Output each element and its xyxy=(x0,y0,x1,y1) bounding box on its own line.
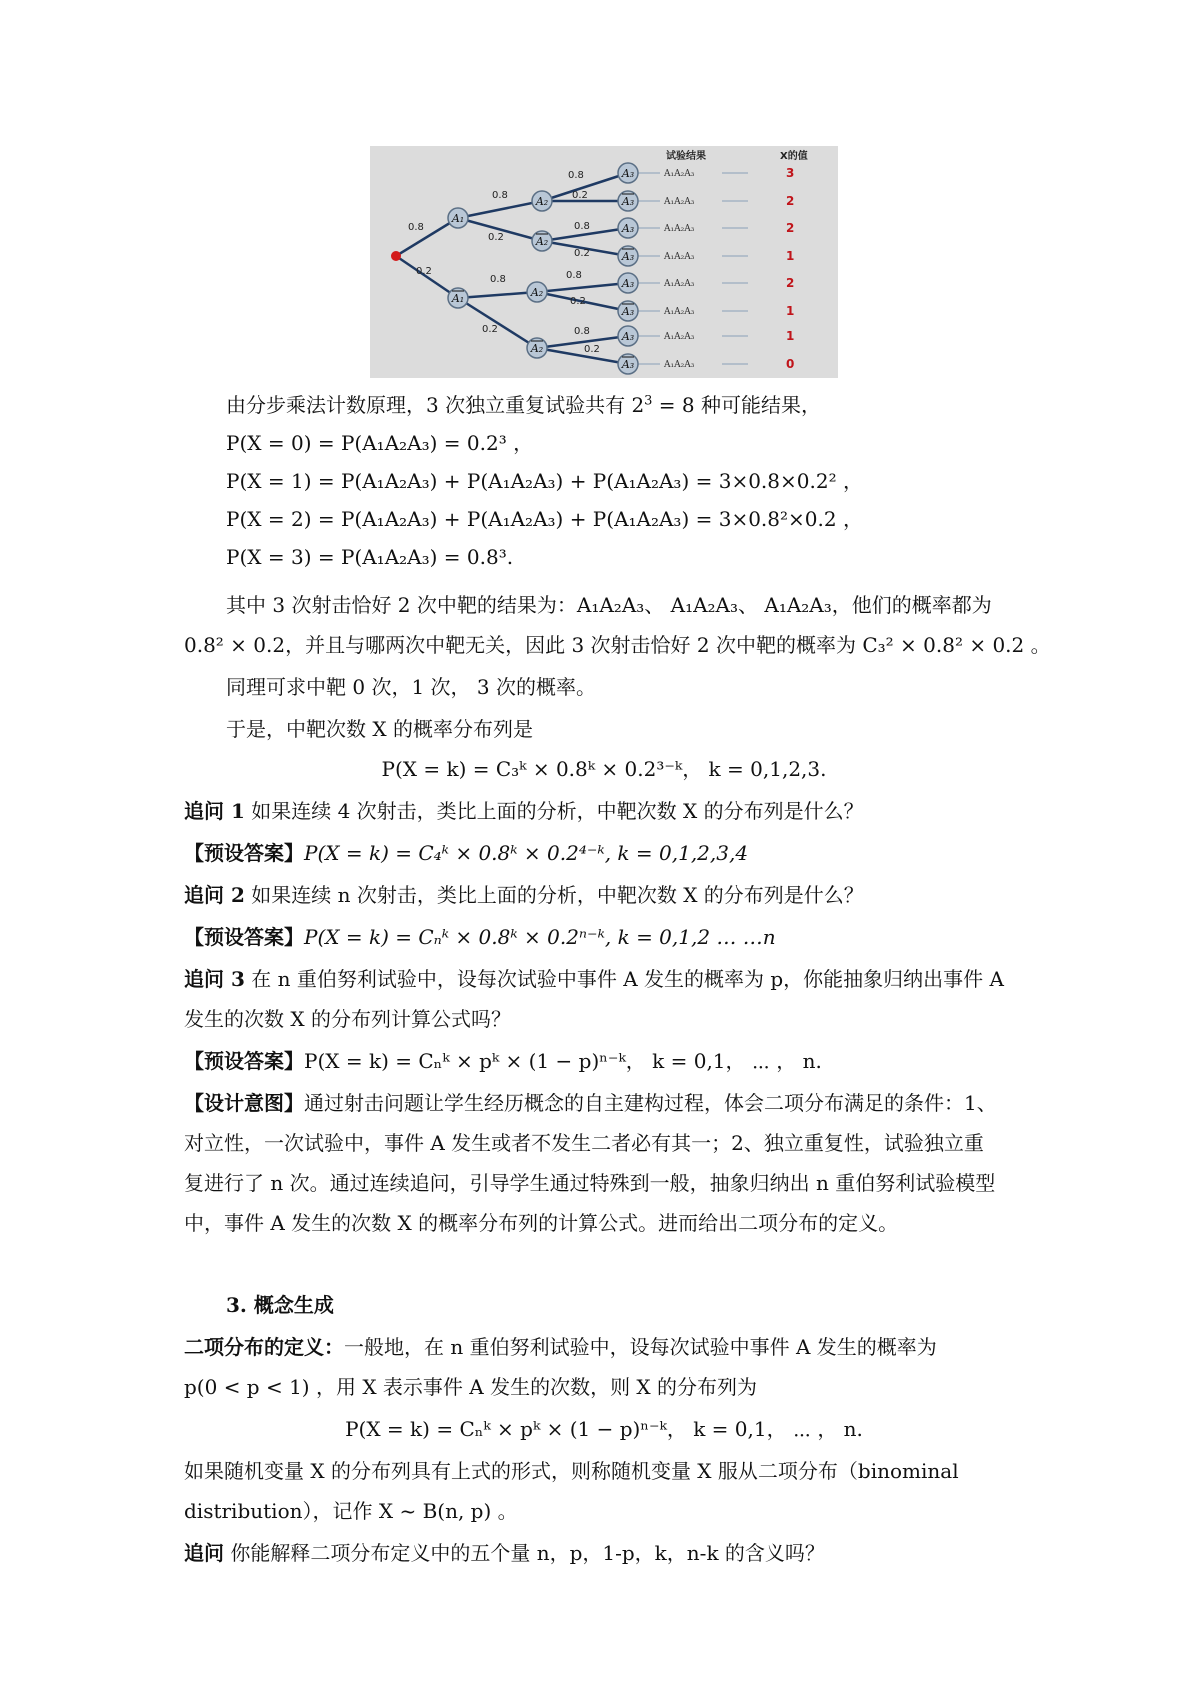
x-value: 0 xyxy=(786,357,795,371)
question-2 xyxy=(184,880,864,910)
answer-tag: 【预设答案】 xyxy=(184,925,304,949)
question-last xyxy=(184,1538,825,1568)
branch-prob: 0.2 xyxy=(570,296,586,307)
branch-prob: 0.8 xyxy=(408,222,424,233)
outcome-label: A₁A₂A₃ xyxy=(664,169,695,179)
node-label: A₃ xyxy=(621,167,635,180)
text-span: 其中 3 次射击恰好 2 次中靶的结果为： xyxy=(226,593,577,617)
formula-p2: P(X = 2) = P(A₁A₂A₃) + P(A₁A₂A₃) + P(A₁A₂A₃) = 3×0.8²×0.2 ， xyxy=(226,507,863,531)
design-tag: 【设计意图】 xyxy=(184,1091,304,1115)
branch-prob: 0.8 xyxy=(574,326,590,337)
answer-formula: P(X = k) = C₄ᵏ × 0.8ᵏ × 0.2⁴⁻ᵏ, k = 0,1,2,3,4 xyxy=(304,841,749,865)
design-line-2: 对立性，一次试验中，事件 A 发生或者不发生二者必有其一；2、独立重复性，试验独立重 xyxy=(184,1131,984,1155)
tree-header-result: 试验结果 xyxy=(666,151,706,162)
node-label: A₁ xyxy=(451,212,465,225)
node-label: A₃ xyxy=(621,195,635,208)
outcome-label: A₁A₂A₃ xyxy=(664,360,695,370)
paragraph-among-cont: 0.8² × 0.2，并且与哪两次中靶无关，因此 3 次射击恰好 2 次中靶的概率为 C₃² × 0.8² × 0.2 。 xyxy=(184,633,1051,657)
question-1 xyxy=(184,796,864,826)
answer-tag: 【预设答案】 xyxy=(184,1049,304,1073)
section-heading: 3. 概念生成 xyxy=(226,1293,334,1317)
text-span: 由分步乘法计数原理，3 次独立重复试验共有 2 xyxy=(226,393,645,417)
x-value: 2 xyxy=(786,276,795,290)
answer-3 xyxy=(184,1046,822,1076)
formula-p1: P(X = 1) = P(A₁A₂A₃) + P(A₁A₂A₃) + P(A₁A₂A₃) = 3×0.8×0.2² ， xyxy=(226,469,863,493)
x-value: 3 xyxy=(786,166,795,180)
question-3 xyxy=(184,964,1004,994)
node-label: A₂ xyxy=(530,286,544,299)
outcome-label: A₁A₂A₃ xyxy=(664,252,695,262)
x-value: 2 xyxy=(786,221,795,235)
formula-p3: P(X = 3) = P(A₁A₂A₃) = 0.8³. xyxy=(226,545,514,569)
paragraph-among xyxy=(226,590,992,620)
branch-prob: 0.2 xyxy=(572,190,588,201)
node-label: A₃ xyxy=(621,277,635,290)
design-text: 通过射击问题让学生经历概念的自主建构过程，体会二项分布满足的条件：1、 xyxy=(304,1091,997,1115)
design-line-4: 中，事件 A 发生的次数 X 的概率分布列的计算公式。进而给出二项分布的定义。 xyxy=(184,1211,899,1235)
branch-prob: 0.2 xyxy=(488,232,504,243)
node-label: A₃ xyxy=(621,305,635,318)
definition-line-4: distribution），记作 X ~ B(n, p) 。 xyxy=(184,1499,518,1523)
paragraph-thus: 于是，中靶次数 X 的概率分布列是 xyxy=(226,717,533,741)
question-3-cont: 发生的次数 X 的分布列计算公式吗？ xyxy=(184,1007,511,1031)
formula-dist3: P(X = k) = C₃ᵏ × 0.8ᵏ × 0.2³⁻ᵏ， k = 0,1,2,3. xyxy=(381,757,827,781)
definition-line-3: 如果随机变量 X 的分布列具有上式的形式，则称随机变量 X 服从二项分布（binominal xyxy=(184,1459,959,1483)
branch-prob: 0.8 xyxy=(566,270,582,281)
branch-prob: 0.8 xyxy=(492,190,508,201)
outcome-label: A₁A₂A₃ xyxy=(664,279,695,289)
tree-root-dot xyxy=(391,251,401,261)
answer-formula: P(X = k) = Cₙᵏ × pᵏ × (1 − p)ⁿ⁻ᵏ， k = 0,1， ⋯ ， n. xyxy=(304,1049,822,1073)
design-intent xyxy=(184,1088,997,1118)
formula-p0: P(X = 0) = P(A₁A₂A₃) = 0.2³ ， xyxy=(226,431,534,455)
node-label: A₃ xyxy=(621,222,635,235)
x-value: 1 xyxy=(786,249,795,263)
definition-line-2: p(0 < p < 1) ，用 X 表示事件 A 发生的次数，则 X 的分布列为 xyxy=(184,1375,758,1399)
superscript: 3 xyxy=(644,393,653,409)
question-text: 如果连续 n 次射击，类比上面的分析，中靶次数 X 的分布列是什么？ xyxy=(244,883,864,907)
x-value: 1 xyxy=(786,304,795,318)
answer-2 xyxy=(184,922,776,952)
branch-prob: 0.2 xyxy=(574,248,590,259)
question-text: 你能解释二项分布定义中的五个量 n，p，1-p，k，n-k 的含义吗？ xyxy=(224,1541,825,1565)
x-value: 1 xyxy=(786,329,795,343)
question-text: 在 n 重伯努利试验中，设每次试验中事件 A 发生的概率为 p，你能抽象归纳出事件 A xyxy=(244,967,1004,991)
node-label: A₂ xyxy=(535,235,549,248)
outcome-label: A₁A₂A₃ xyxy=(664,332,695,342)
probability-tree-svg xyxy=(370,146,838,378)
node-label: A₂ xyxy=(535,195,549,208)
outcome-label: A₁A₂A₃ xyxy=(664,224,695,234)
answer-formula: P(X = k) = Cₙᵏ × 0.8ᵏ × 0.2ⁿ⁻ᵏ, k = 0,1,2 … …n xyxy=(304,925,776,949)
question-tag: 追问 xyxy=(184,1541,224,1565)
definition-text: 一般地，在 n 重伯努利试验中，设每次试验中事件 A 发生的概率为 xyxy=(344,1335,937,1359)
branch-prob: 0.8 xyxy=(574,221,590,232)
outcome-label: A₁A₂A₃ xyxy=(664,307,695,317)
branch-prob: 0.8 xyxy=(490,274,506,285)
node-label: A₃ xyxy=(621,358,635,371)
branch-prob: 0.2 xyxy=(416,266,432,277)
answer-tag: 【预设答案】 xyxy=(184,841,304,865)
x-value: 2 xyxy=(786,194,795,208)
paragraph-similar: 同理可求中靶 0 次，1 次， 3 次的概率。 xyxy=(226,675,596,699)
definition-tag: 二项分布的定义： xyxy=(184,1335,344,1359)
question-text: 如果连续 4 次射击，类比上面的分析，中靶次数 X 的分布列是什么？ xyxy=(244,799,864,823)
outcome-label: A₁A₂A₃ xyxy=(664,197,695,207)
definition-formula: P(X = k) = Cₙᵏ × pᵏ × (1 − p)ⁿ⁻ᵏ， k = 0,1， ⋯ ， n. xyxy=(345,1417,863,1441)
probability-tree-figure xyxy=(370,146,838,378)
node-label: A₂ xyxy=(530,342,544,355)
branch-prob: 0.2 xyxy=(584,344,600,355)
question-tag: 追问 3 xyxy=(184,967,245,991)
question-tag: 追问 1 xyxy=(184,799,245,823)
branch-prob: 0.2 xyxy=(482,324,498,335)
design-line-3: 复进行了 n 次。通过连续追问，引导学生通过特殊到一般，抽象归纳出 n 重伯努利试验模型 xyxy=(184,1171,996,1195)
node-label: A₁ xyxy=(451,292,465,305)
branch-prob: 0.8 xyxy=(568,170,584,181)
node-label: A₃ xyxy=(621,330,635,343)
node-label: A₃ xyxy=(621,250,635,263)
definition xyxy=(184,1332,937,1362)
text-span: = 8 种可能结果， xyxy=(652,393,822,417)
paragraph-counting xyxy=(226,390,821,420)
question-tag: 追问 2 xyxy=(184,883,245,907)
text-span: A₁A₂A₃、 A₁A₂A₃、 A₁A₂A₃，他们的概率都为 xyxy=(576,593,992,617)
tree-header-x: X的值 xyxy=(780,151,808,162)
answer-1 xyxy=(184,838,748,868)
